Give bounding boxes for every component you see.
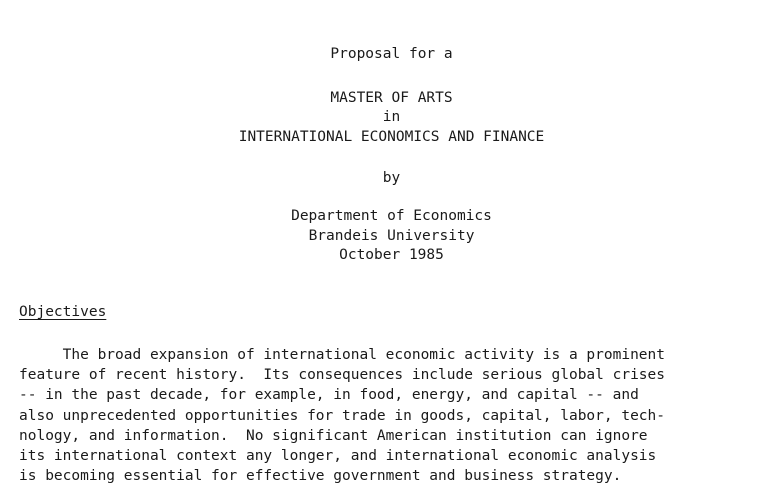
program-title-line: INTERNATIONAL ECONOMICS AND FINANCE [238,129,545,145]
date-line: October 1985 [339,247,444,263]
by-line: by [382,170,401,186]
degree-title-line: MASTER OF ARTS [330,90,453,106]
paragraph-line: its international context any longer, and international economic analysis [19,448,657,465]
paragraph-line: The broad expansion of international economic activity is a prominent [19,347,666,363]
university-line: Brandeis University [308,228,475,244]
objectives-heading: Objectives [19,304,107,320]
degree-in-line: in [382,109,401,125]
objectives-paragraph [19,345,779,486]
proposal-for-line: Proposal for a [330,46,453,62]
paragraph-line: feature of recent history. Its consequences include serious global crises [19,367,666,384]
paragraph-line: also unprecedented opportunities for trade in goods, capital, labor, tech- [19,407,666,424]
department-line: Department of Economics [291,208,492,224]
paragraph-line: nology, and information. No significant American institution can ignore [19,427,648,444]
paragraph-line: -- in the past decade, for example, in food, energy, and capital -- and [19,387,639,404]
paragraph-line: is becoming essential for effective government and business strategy. [19,468,622,485]
